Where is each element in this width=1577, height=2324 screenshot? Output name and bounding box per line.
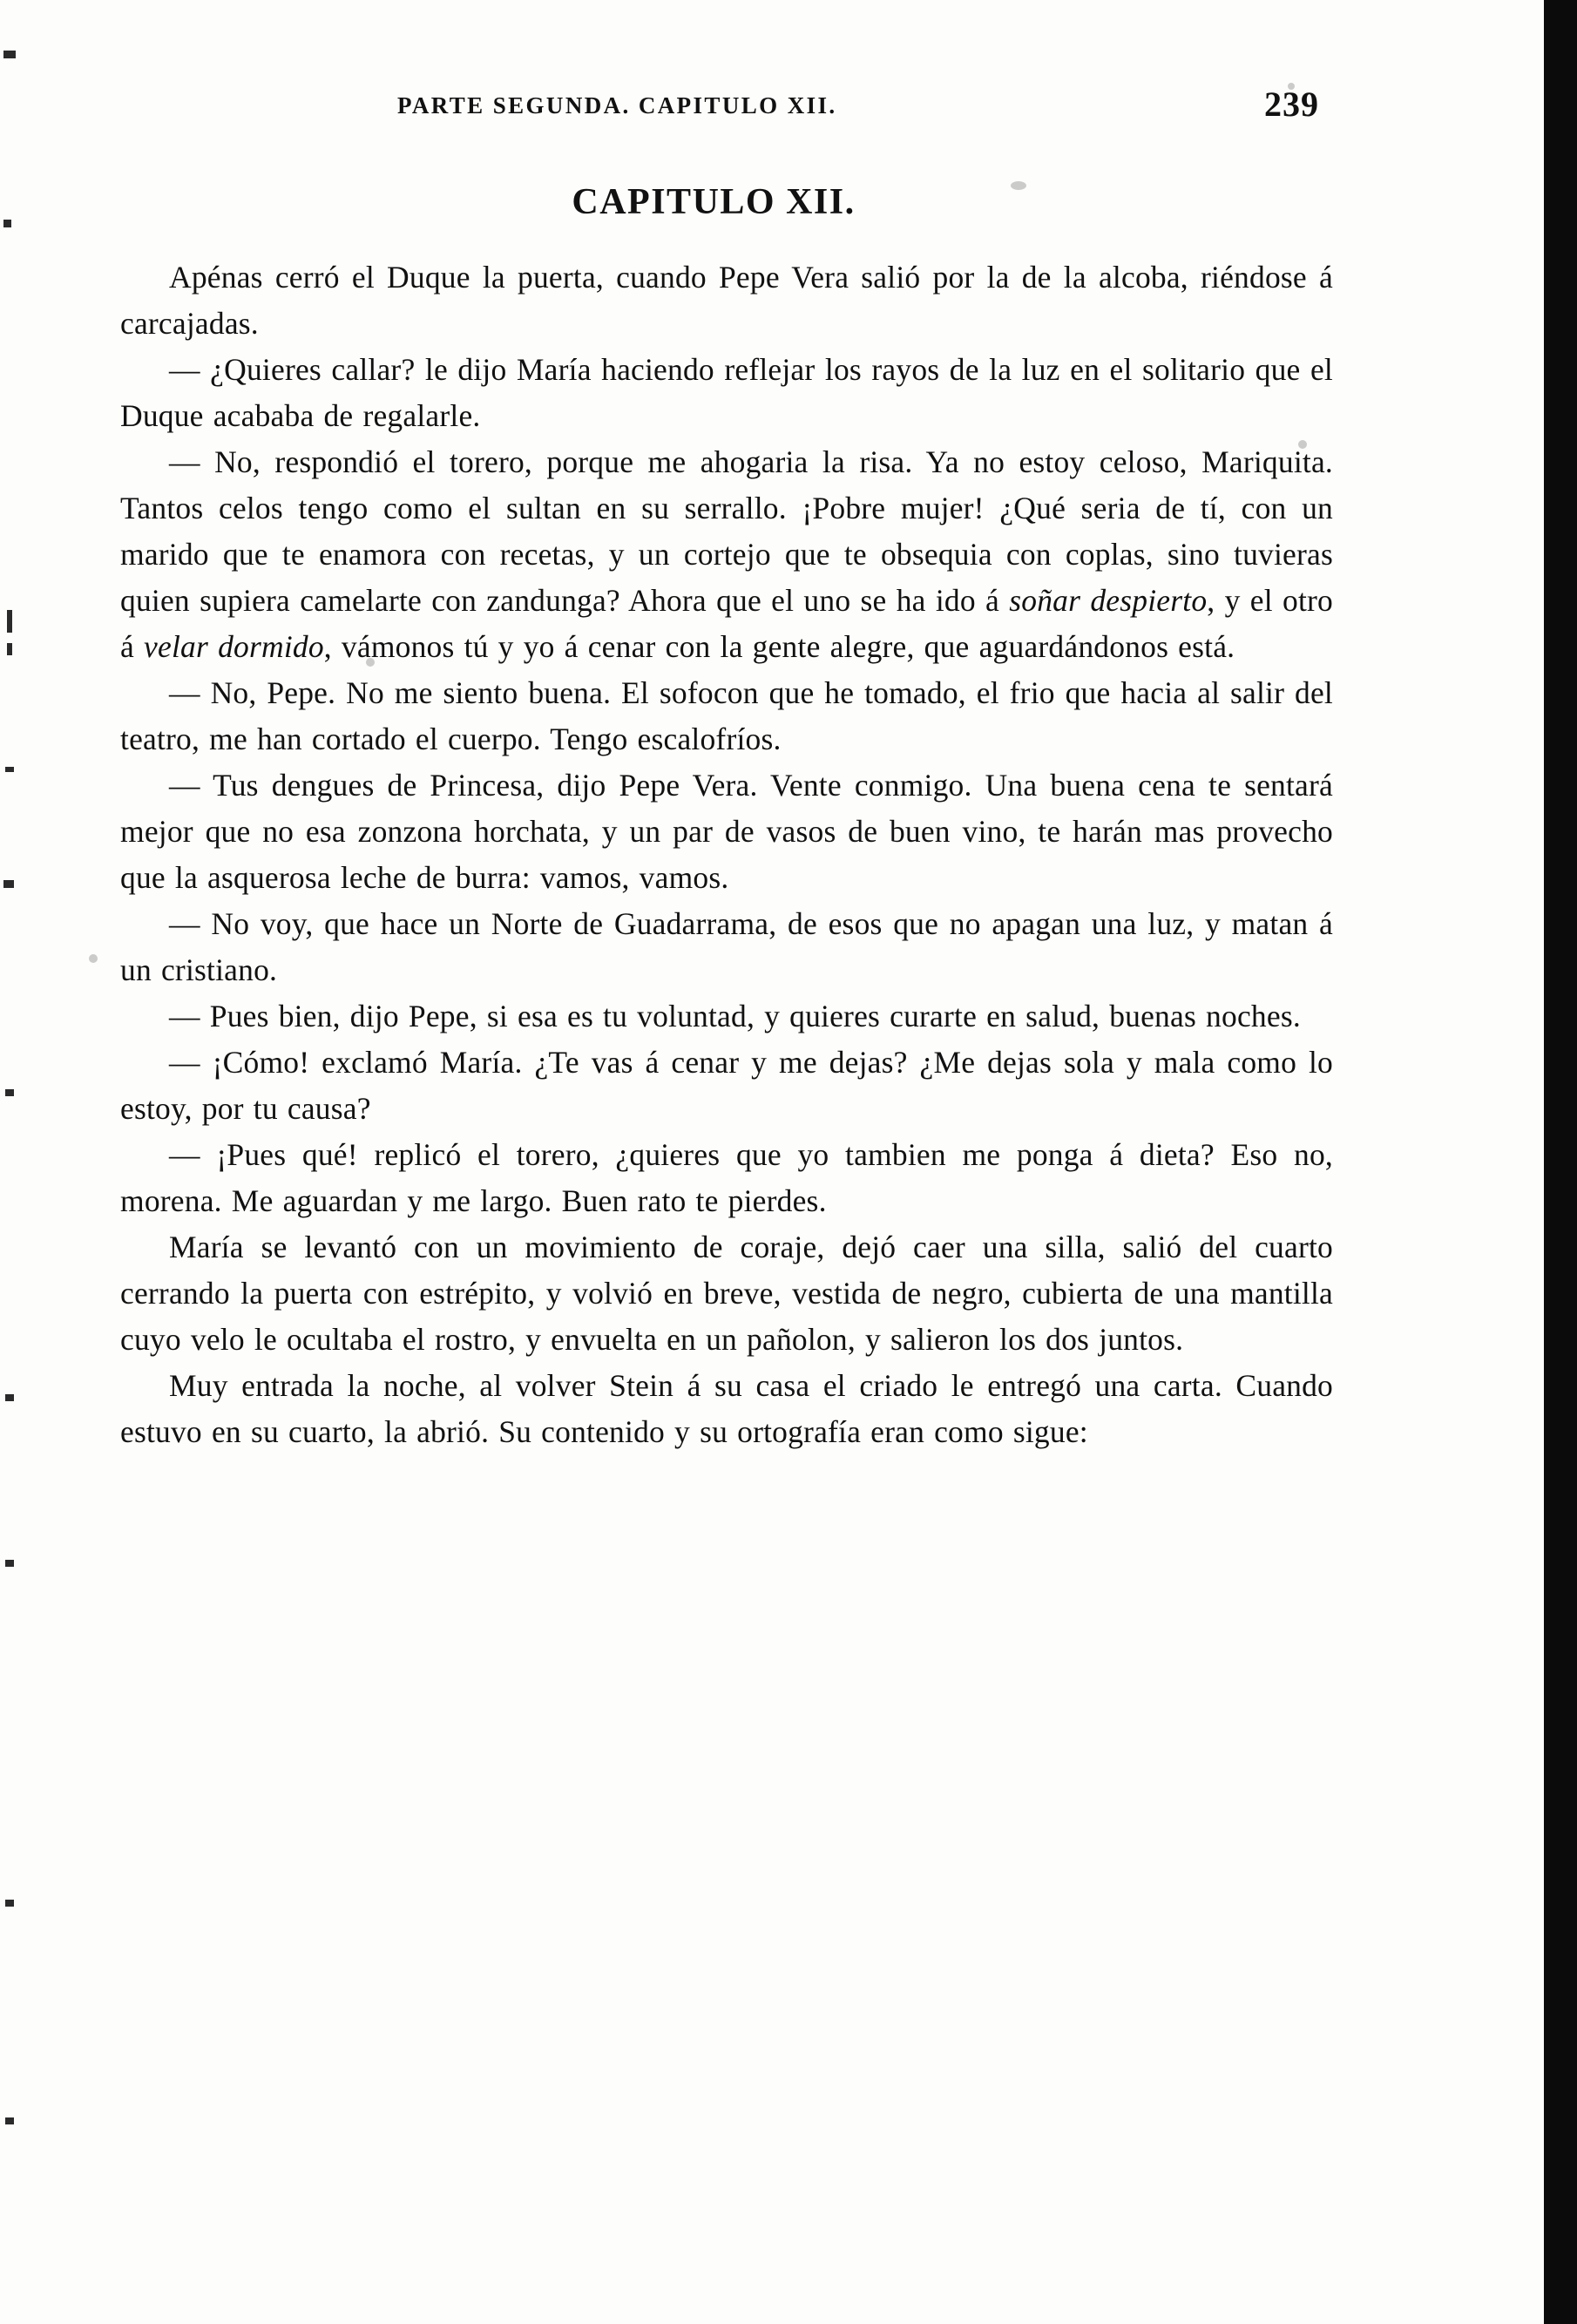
scan-speckle <box>7 643 12 655</box>
chapter-title: CAPITULO XII. <box>572 182 856 222</box>
paragraph-segment: — No, respondió el torero, porque me ahogaria la risa. Ya no estoy celoso, Mariquita. Tantos celos tengo como el sultan en su serrallo. ¡Pobre mujer! ¿Qué seria de tí, con un marido que te enamora con recetas, y un cortejo que te obsequia con coplas, sino tuvieras quien supiera camelarte con zandunga? Ahora que el uno se ha ido á <box>120 444 1333 618</box>
scan-speckle <box>3 880 14 888</box>
page-content <box>120 84 1368 1455</box>
running-head-title: PARTE SEGUNDA. CAPITULO XII. <box>397 92 837 119</box>
scan-smudge <box>89 954 98 963</box>
paragraph: — Pues bien, dijo Pepe, si esa es tu voluntad, y quieres curarte en salud, buenas noches. <box>169 999 1301 1033</box>
paragraph-emphasis: velar dormido <box>144 629 324 664</box>
paragraph-segment: , vámonos tú y yo á cenar con la gente alegre, que aguardándonos está. <box>323 629 1235 664</box>
scan-edge <box>1544 0 1577 2324</box>
scan-speckle <box>3 51 16 58</box>
paragraph <box>120 439 1333 670</box>
scan-speckle <box>3 220 11 227</box>
paragraph: Muy entrada la noche, al volver Stein á su casa el criado le entregó una carta. Cuando estuvo en su cuarto, la abrió. Su contenido y su ortografía eran como sigue: <box>120 1368 1333 1449</box>
paragraph: Apénas cerró el Duque la puerta, cuando Pepe Vera salió por la de la alcoba, riéndose á carcajadas. <box>120 260 1333 341</box>
paragraph: — No voy, que hace un Norte de Guadarrama, de esos que no apagan una luz, y matan á un cristiano. <box>120 906 1333 987</box>
paragraph: María se levantó con un movimiento de coraje, dejó caer una silla, salió del cuarto cerrando la puerta con estrépito, y volvió en breve, vestida de negro, cubierta de una mantilla cuyo velo le ocultaba el rostro, y envuelta en un pañolon, y salieron los dos juntos. <box>120 1230 1333 1357</box>
running-head <box>120 84 1368 139</box>
scan-speckle <box>5 1089 14 1096</box>
paragraph: — Tus dengues de Princesa, dijo Pepe Vera. Vente conmigo. Una buena cena te sentará mejor que no esa zonzona horchata, y un par de vasos de buen vino, te harán mas provecho que la asquerosa leche de burra: vamos, vamos. <box>120 768 1333 895</box>
body-text <box>120 254 1368 1455</box>
paragraph: — ¿Quieres callar? le dijo María haciendo reflejar los rayos de la luz en el solitario que el Duque acababa de regalarle. <box>120 352 1333 433</box>
paragraph-emphasis: soñar despierto <box>1009 583 1208 618</box>
scan-speckle <box>7 610 12 633</box>
paragraph: — ¡Pues qué! replicó el torero, ¿quieres que yo tambien me ponga á dieta? Eso no, morena. Me aguardan y me largo. Buen rato te pierdes. <box>120 1137 1333 1218</box>
scan-speckle <box>5 1900 14 1907</box>
paragraph-segment: , y el otro á <box>120 583 1333 664</box>
paragraph: — ¡Cómo! exclamó María. ¿Te vas á cenar y me dejas? ¿Me dejas sola y mala como lo estoy, por tu causa? <box>120 1045 1333 1126</box>
page-number: 239 <box>1264 85 1319 124</box>
scan-speckle <box>5 767 14 772</box>
paragraph: — No, Pepe. No me siento buena. El sofocon que he tomado, el frio que hacia al salir del teatro, me han cortado el cuerpo. Tengo escalofríos. <box>120 675 1333 756</box>
scan-speckle <box>5 2117 14 2124</box>
scan-speckle <box>5 1560 14 1567</box>
scan-speckle <box>5 1394 14 1401</box>
